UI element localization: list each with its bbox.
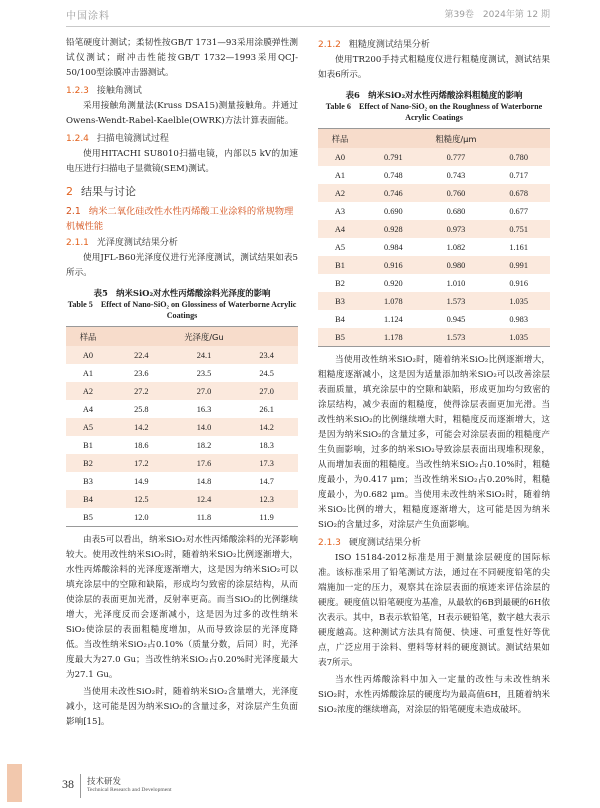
table-cell-value: 0.680 [446, 206, 466, 216]
section-title: 接触角测试 [96, 86, 142, 96]
table-row [66, 400, 298, 418]
section-title: 扫描电镜测试过程 [96, 134, 169, 144]
table-cell-value: 0.945 [446, 314, 466, 324]
paragraph-roughness-method: 使用TR200手持式粗糙度仪进行粗糙度测试，测试结果如表6所示。 [318, 55, 550, 80]
table-cell-value: 14.8 [196, 476, 212, 486]
paragraph-intro: 铅笔硬度计测试；柔韧性按GB/T 1731—93采用涂膜弹性测试仪测试；耐冲击性能按GB/T 1732—1993采用QCJ-50/100型涂膜冲击器测试。 [66, 38, 298, 78]
table-cell-value: 14.9 [134, 476, 149, 486]
table-cell-value: 0.690 [383, 206, 403, 216]
table-cell-value: 0.983 [509, 314, 528, 324]
table-cell-sample: A1 [82, 368, 94, 378]
journal-name: 中国涂料 [66, 11, 110, 22]
table-5 [66, 326, 298, 527]
table-cell-sample: A2 [66, 382, 110, 400]
table-row [66, 490, 298, 508]
table-cell-value: 17.2 [110, 454, 173, 472]
table-cell-value: 0.991 [487, 256, 550, 274]
table-cell-value: 0.973 [425, 220, 488, 238]
table-row [66, 418, 298, 436]
table-header-sample: 样品 [66, 327, 110, 347]
table-cell-value: 0.916 [509, 278, 528, 288]
table-cell-value: 17.6 [173, 454, 236, 472]
table-cell-value: 1.078 [362, 292, 425, 310]
table-cell-sample: B4 [335, 314, 345, 324]
paragraph-gloss-discussion: 由表5可以看出，纳米SiO₂对水性丙烯酸涂料的光泽影响较大。使用改性纳米SiO₂时，随着纳米SiO₂比例逐渐增大，水性丙烯酸涂料的光泽度逐渐增大，这是因为纳米SiO₂可以填充涂层中的空隙和缺陷，形成均匀致密的涂层结构，从而使涂层的表面更加光滑，反射率更高。而当SiO₂的比例继续增大，光泽度反而会逐渐减小，这是因为过多的改性纳米SiO₂使涂层的表面粗糙度增加，从而导致涂层的光泽度降低。当改性纳米SiO₂占0.10%（质量分数，后同）时，光泽度最大为27.0 Gu；当改性纳米SiO₂占0.20%时光泽度最大为27.1 Gu。 [66, 535, 298, 680]
paragraph-contact-angle: 采用接触角测量法(Kruss DSA15)测量接触角。并通过Owens-Wendt-Rabel-Kaelble(OWRK)方法计算表面能。 [66, 101, 298, 126]
section-number: 2 [66, 185, 73, 198]
table-cell-sample: B1 [318, 256, 362, 274]
page-number: 38 [62, 777, 74, 791]
footer-decor-block [7, 764, 22, 802]
table-header-sample: 样品 [318, 129, 362, 149]
table-row [318, 238, 550, 256]
table-row [318, 328, 550, 347]
table-cell-value: 14.0 [173, 418, 236, 436]
paragraph-hardness-result: 当水性丙烯酸涂料中加入一定量的改性与未改性纳米SiO₂时，水性丙烯酸涂层的硬度均为最高值6H，且随着纳米SiO₂浓度的继续增高，对涂层的铅笔硬度未造成破坏。 [318, 675, 550, 715]
table-cell-sample: B1 [83, 440, 93, 450]
table-cell-value: 1.573 [425, 292, 488, 310]
paragraph-gloss-method: 使用JFL-B60光泽度仪进行光泽度测试，测试结果如表5所示。 [66, 253, 298, 278]
section-2-heading [66, 182, 298, 202]
table-cell-value: 1.035 [487, 292, 550, 310]
section-number: 2.1.3 [318, 538, 341, 548]
table-6-caption: 表6 纳米SiO₂对水性丙烯酸涂料粗糙度的影响 [345, 90, 523, 100]
table-cell-value: 0.791 [362, 148, 425, 166]
table-cell-value: 12.0 [134, 512, 149, 522]
table-6-body [318, 148, 550, 347]
table-cell-value: 0.748 [383, 170, 403, 180]
table-5-caption: 表5 纳米SiO₂对水性丙烯酸涂料光泽度的影响 [93, 288, 271, 298]
table-cell-sample: B5 [83, 512, 93, 522]
table-cell-value: 0.777 [425, 148, 488, 166]
table-cell-sample: A5 [334, 242, 346, 252]
table-cell-value: 1.035 [487, 328, 550, 347]
table-cell-sample: B2 [335, 278, 345, 288]
table-cell-value: 0.760 [425, 184, 488, 202]
table-cell-value: 0.980 [425, 256, 488, 274]
table-cell-value: 11.9 [259, 512, 274, 522]
section-number: 2.1.2 [318, 40, 341, 50]
section-title: 光泽度测试结果分析 [96, 238, 178, 248]
table-row [66, 436, 298, 454]
table-cell-value: 12.3 [235, 490, 298, 508]
section-number: 2.1.1 [66, 238, 89, 248]
table-cell-value: 1.573 [425, 328, 488, 347]
table-cell-value: 0.743 [446, 170, 466, 180]
table-row [66, 346, 298, 364]
table-cell-sample: A4 [82, 404, 94, 414]
table-cell-sample: B2 [66, 454, 110, 472]
table-row [318, 220, 550, 238]
table-cell-value: 0.678 [487, 184, 550, 202]
table-cell-value: 0.916 [362, 256, 425, 274]
table-cell-value: 1.124 [383, 314, 403, 324]
section-2-1-heading [66, 204, 298, 234]
table-header-value: 光泽度/Gu [110, 327, 298, 347]
table-6 [318, 128, 550, 347]
table-row [66, 454, 298, 472]
right-column [318, 36, 550, 720]
table-cell-value: 25.8 [134, 404, 149, 414]
paragraph-roughness-discussion: 当使用改性纳米SiO₂时，随着纳米SiO₂比例逐渐增大，粗糙度逐渐减小，这是因为适量添加纳米SiO₂可以改善涂层表面质量，填充涂层中的空隙和缺陷，形成更加均匀致密的涂层结构，减少表面的粗糙度，使得涂层表面更加光滑。当改性纳米SiO₂的比例继续增大时，粗糙度反而逐渐增大，这是因为纳米SiO₂的含量过多，可能会对涂层表面的粗糙度产生负面影响，过多的纳米SiO₂导致涂层表面出现堆积现象，从而增加表面的粗糙度。当改性纳米SiO₂占0.10%时，粗糙度最小，为0.417 μm；当改性纳米SiO₂占0.20%时，粗糙度最小，为0.682 μm。当使用未改性纳米SiO₂时，随着纳米SiO₂比例的增大，粗糙度逐渐增大，这可能是因为纳米SiO₂的含量过多，对涂层产生负面影响。 [318, 355, 550, 530]
table-cell-sample: A1 [334, 170, 346, 180]
table-row [66, 472, 298, 490]
paragraph-sem: 使用HITACHI SU8010扫描电镜，内部以5 kV的加速电压进行扫描电子显微镜(SEM)测试。 [66, 149, 298, 174]
footer-section-cn: 技术研发 [87, 777, 122, 787]
table-cell-value: 26.1 [259, 404, 274, 414]
table-5-body [66, 346, 298, 527]
section-1-2-3-heading [66, 83, 298, 99]
table-cell-value: 12.5 [110, 490, 173, 508]
table-cell-value: 12.4 [173, 490, 236, 508]
table-cell-value: 11.8 [196, 512, 212, 522]
table-cell-value: 16.3 [196, 404, 212, 414]
table-5-caption-en: Table 5 Effect of Nano-SiO₂ on Glossiness of Waterborne Acrylic Coatings [67, 300, 297, 320]
table-header-row [318, 129, 550, 149]
table-row [318, 148, 550, 166]
table-row [318, 202, 550, 220]
section-title: 硬度测试结果分析 [348, 538, 421, 548]
section-number: 2.1 [66, 206, 81, 217]
table-cell-value: 14.2 [235, 418, 298, 436]
table-cell-value: 18.3 [259, 440, 274, 450]
table-cell-value: 0.928 [362, 220, 425, 238]
table-cell-sample: B5 [318, 328, 362, 347]
footer-section-en: Technical Research and Development [87, 787, 172, 793]
left-column [66, 36, 298, 732]
table-cell-value: 1.010 [446, 278, 466, 288]
table-cell-sample: A0 [318, 148, 362, 166]
table-cell-value: 0.780 [487, 148, 550, 166]
section-title: 结果与讨论 [81, 185, 136, 198]
section-number: 1.2.4 [66, 134, 89, 144]
table-cell-value: 0.920 [383, 278, 403, 288]
paragraph-hardness-standard: ISO 15184-2012标准是用于测量涂层硬度的国际标准。该标准采用了铅笔测试方法，通过在不同硬度铅笔的尖端施加一定的压力，观察其在涂层表面的痕迹来评估涂层的硬度。硬度值以铅笔硬度为基准，从最软的6B到最硬的6H依次表示。其中，B表示软铅笔，H表示硬铅笔，数字越大表示硬度越高。这种测试方法具有简便、快速、可重复性好等优点，广泛应用于涂料、塑料等材料的硬度测试。测试结果如表7所示。 [318, 553, 550, 668]
table-cell-value: 27.0 [173, 382, 236, 400]
table-row [66, 508, 298, 527]
table-cell-value: 23.6 [134, 368, 149, 378]
table-cell-value: 27.2 [110, 382, 173, 400]
table-cell-value: 18.6 [134, 440, 149, 450]
issue-info: 第39卷 2024年第 12 期 [444, 10, 550, 20]
header-divider [66, 26, 550, 27]
table-cell-sample: A4 [318, 220, 362, 238]
table-row [66, 364, 298, 382]
table-cell-value: 14.7 [259, 476, 274, 486]
section-2-1-3-heading [318, 535, 550, 551]
section-title: 粗糙度测试结果分析 [348, 40, 430, 50]
footer-divider [80, 774, 81, 798]
section-number: 1.2.3 [66, 86, 89, 96]
table-cell-value: 1.082 [446, 242, 466, 252]
table-row [318, 310, 550, 328]
table-6-caption-en: Table 6 Effect of Nano-SiO₂ on the Roughness of Waterborne Acrylic Coatings [325, 102, 543, 122]
table-cell-value: 1.161 [509, 242, 528, 252]
table-header-row [66, 327, 298, 347]
table-cell-sample: A2 [318, 184, 362, 202]
table-header-value: 粗糙度/μm [362, 129, 550, 149]
table-cell-value: 24.5 [259, 368, 274, 378]
table-cell-sample: B4 [66, 490, 110, 508]
table-cell-sample: B3 [318, 292, 362, 310]
table-cell-value: 0.746 [362, 184, 425, 202]
table-row [318, 292, 550, 310]
table-cell-value: 22.4 [110, 346, 173, 364]
table-cell-sample: B3 [83, 476, 93, 486]
table-row [66, 382, 298, 400]
table-cell-value: 1.178 [362, 328, 425, 347]
table-row [318, 166, 550, 184]
section-1-2-4-heading [66, 131, 298, 147]
section-2-1-2-heading [318, 37, 550, 53]
table-cell-value: 0.677 [509, 206, 528, 216]
table-cell-sample: A0 [66, 346, 110, 364]
table-row [318, 274, 550, 292]
table-cell-value: 0.717 [509, 170, 528, 180]
table-cell-value: 0.751 [487, 220, 550, 238]
section-2-1-1-heading [66, 235, 298, 251]
table-cell-value: 24.1 [173, 346, 236, 364]
table-cell-value: 18.2 [196, 440, 212, 450]
table-cell-sample: A3 [334, 206, 346, 216]
table-cell-value: 0.984 [383, 242, 403, 252]
section-title: 纳米二氧化硅改性水性丙烯酸工业涂料的常规物理机械性能 [66, 206, 294, 232]
table-cell-value: 17.3 [235, 454, 298, 472]
table-row [318, 184, 550, 202]
table-cell-value: 14.2 [110, 418, 173, 436]
table-cell-sample: A5 [66, 418, 110, 436]
table-row [318, 256, 550, 274]
paragraph-gloss-unmodified: 当使用未改性SiO₂时，随着纳米SiO₂含量增大，光泽度减小，这可能是因为纳米SiO₂的含量过多，对涂层产生负面影响[15]。 [66, 687, 298, 727]
table-cell-value: 23.5 [196, 368, 212, 378]
table-cell-value: 23.4 [235, 346, 298, 364]
table-cell-value: 27.0 [235, 382, 298, 400]
